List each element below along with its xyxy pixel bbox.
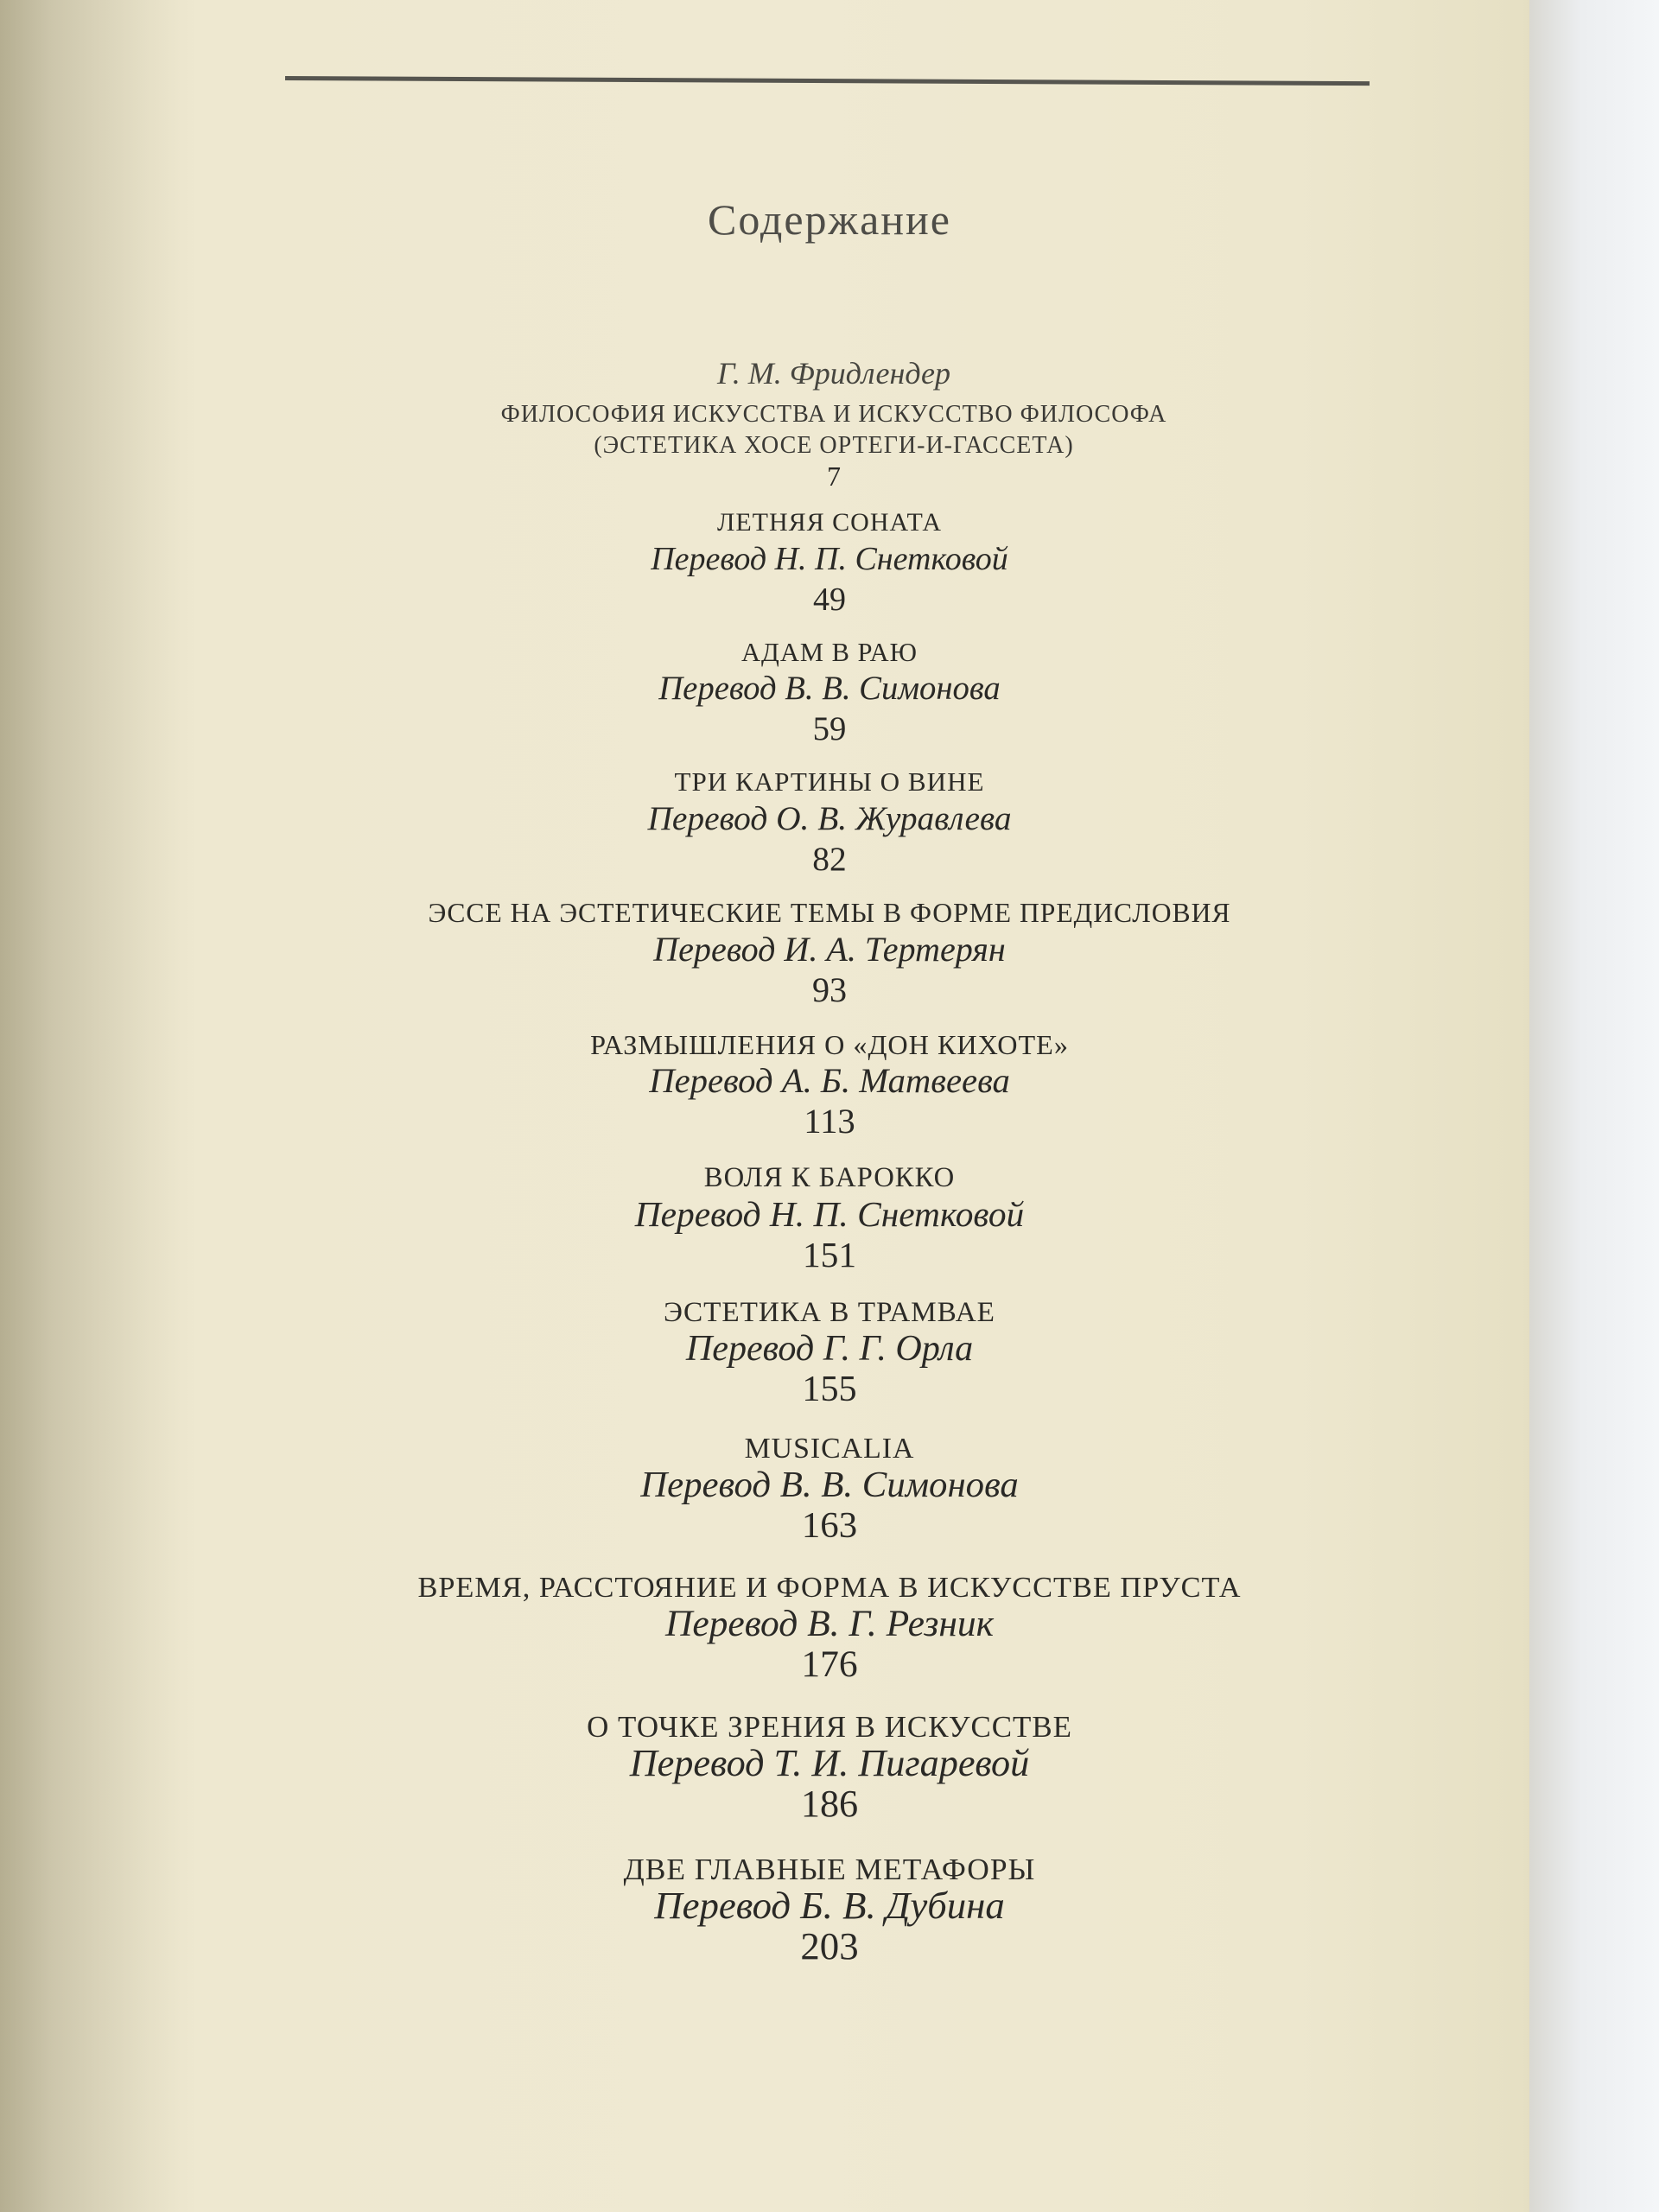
toc-entry <box>0 1433 1659 1547</box>
intro-author: Г. М. Фридлендер <box>717 356 950 391</box>
entry-page-number: 82 <box>812 840 847 878</box>
toc-entry <box>0 1028 1659 1142</box>
toc-entry <box>0 1853 1659 1967</box>
entry-translator: Перевод Г. Г. Орла <box>685 1328 974 1369</box>
entry-page-number: 155 <box>802 1369 857 1409</box>
toc-entry <box>0 1571 1659 1685</box>
toc-intro <box>9 354 1659 491</box>
entry-page-number: 203 <box>800 1924 859 1967</box>
entry-translator: Перевод Т. И. Пигаревой <box>629 1742 1030 1784</box>
entry-page-number: 93 <box>811 970 848 1009</box>
entry-title: ТРИ КАРТИНЫ О ВИНЕ <box>674 766 985 797</box>
entry-translator: Перевод А. Б. Матвеева <box>649 1061 1010 1100</box>
entry-title: MUSICALIA <box>744 1433 915 1465</box>
entry-page-number: 151 <box>802 1235 857 1274</box>
entry-translator: Перевод Н. П. Снетковой <box>634 1194 1025 1234</box>
toc-entry <box>0 897 1659 1011</box>
entry-title: РАЗМЫШЛЕНИЯ О «ДОН КИХОТЕ» <box>590 1029 1069 1060</box>
entry-page-number: 176 <box>801 1643 858 1685</box>
toc-entry <box>0 506 1659 620</box>
entry-page-number: 113 <box>804 1102 855 1141</box>
intro-subtitle: (ЭСТЕТИКА ХОСЕ ОРТЕГИ-И-ГАССЕТА) <box>594 432 1074 459</box>
toc-entry <box>0 1161 1659 1275</box>
entry-title: ДВЕ ГЛАВНЫЕ МЕТАФОРЫ <box>623 1852 1036 1886</box>
toc-entries <box>0 506 1659 1967</box>
entry-title: ВОЛЯ К БАРОККО <box>703 1162 956 1193</box>
toc-entry <box>0 636 1659 750</box>
page-title: Содержание <box>708 195 951 244</box>
entry-translator: Перевод И. А. Тертерян <box>653 930 1006 969</box>
entry-page-number: 186 <box>800 1783 859 1825</box>
toc-entry <box>0 1296 1659 1410</box>
toc-entry <box>0 1711 1659 1825</box>
entry-translator: Перевод Н. П. Снетковой <box>651 541 1008 577</box>
intro-page-number: 7 <box>827 461 841 492</box>
entry-translator: Перевод Б. В. Дубина <box>654 1884 1005 1927</box>
entry-translator: Перевод В. В. Симонова <box>640 1465 1019 1505</box>
entry-title: АДАМ В РАЮ <box>741 638 918 667</box>
intro-title: ФИЛОСОФИЯ ИСКУССТВА И ИСКУССТВО ФИЛОСОФА <box>500 401 1167 428</box>
entry-title: О ТОЧКЕ ЗРЕНИЯ В ИСКУССТВЕ <box>587 1710 1072 1744</box>
entry-title: ЭССЕ НА ЭСТЕТИЧЕСКИЕ ТЕМЫ В ФОРМЕ ПРЕДИСЛОВИЯ <box>428 898 1231 928</box>
toc-entry <box>0 766 1659 880</box>
entry-title: ЭСТЕТИКА В ТРАМВАЕ <box>664 1296 995 1328</box>
entry-translator: Перевод О. В. Журавлева <box>647 799 1012 837</box>
entry-translator: Перевод В. Г. Резник <box>664 1603 995 1644</box>
entry-title: ВРЕМЯ, РАССТОЯНИЕ И ФОРМА В ИСКУССТВЕ ПРУСТА <box>417 1571 1242 1604</box>
table-of-contents <box>0 354 1659 1967</box>
entry-page-number: 163 <box>801 1505 858 1546</box>
entry-translator: Перевод В. В. Симонова <box>658 671 1001 707</box>
entry-page-number: 59 <box>812 711 847 747</box>
entry-page-number: 49 <box>813 582 846 618</box>
entry-title: ЛЕТНЯЯ СОНАТА <box>716 508 943 537</box>
